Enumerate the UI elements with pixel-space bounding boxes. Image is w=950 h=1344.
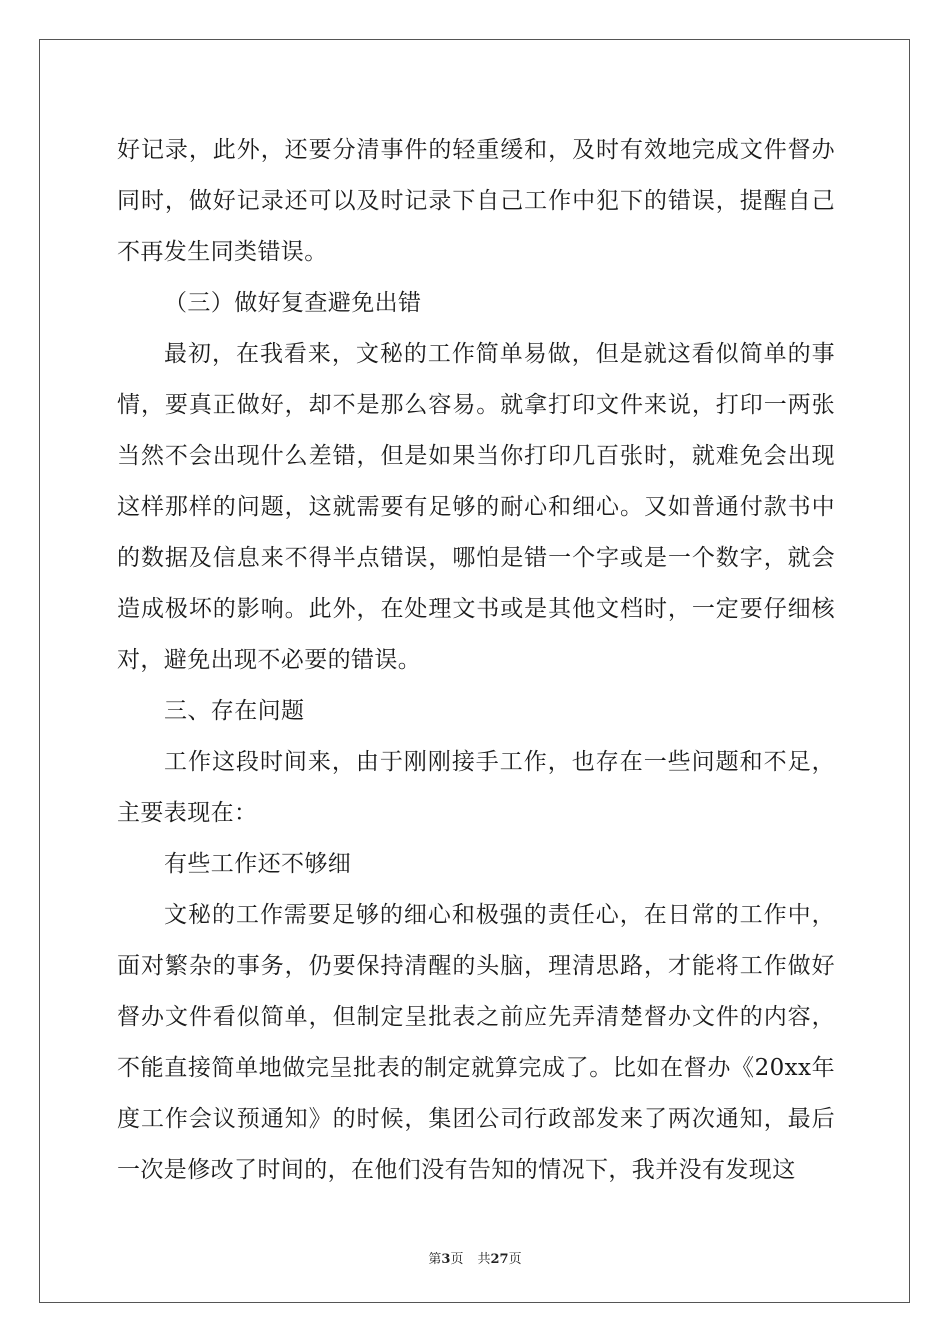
document-body xyxy=(117,125,835,1196)
total-pages: 27 xyxy=(490,1252,509,1267)
page-number: 3 xyxy=(441,1252,451,1267)
paragraph-1: 好记录，此外，还要分清事件的轻重缓和，及时有效地完成文件督办同时，做好记录还可以及时记录下自己工作中犯下的错误，提醒自己不再发生同类错误。 xyxy=(117,137,835,265)
paragraph-not-detailed-body: 文秘的工作需要足够的细心和极强的责任心，在日常的工作中，面对繁杂的事务，仍要保持清醒的头脑，理清思路，才能将工作做好督办文件看似简单，但制定呈批表之前应先弄清楚督办文件的内容，不能直接简单地做完呈批表的制定就算完成了。比如在督办《20xx年度工作会议预通知》的时候，集团公司行政部发来了两次通知，最后一次是修改了时间的，在他们没有告知的情况下，我并没有发现这 xyxy=(117,902,835,1183)
page-prefix: 第 xyxy=(428,1252,442,1267)
subheading-not-detailed: 有些工作还不够细 xyxy=(164,851,352,877)
page-suffix: 页 xyxy=(450,1252,464,1267)
section-heading-problems: 三、存在问题 xyxy=(164,698,305,724)
total-suffix: 页 xyxy=(508,1252,522,1267)
page-footer xyxy=(0,1248,950,1267)
paragraph-review-body: 最初，在我看来，文秘的工作简单易做，但是就这看似简单的事情，要真正做好，却不是那么容易。就拿打印文件来说，打印一两张当然不会出现什么差错，但是如果当你打印几百张时，就难免会出现这样那样的问题，这就需要有足够的耐心和细心。又如普通付款书中的数据及信息来不得半点错误，哪怕是错一个字或是一个数字，就会造成极坏的影响。此外，在处理文书或是其他文档时，一定要仔细核对，避免出现不必要的错误。 xyxy=(117,341,835,673)
paragraph-problems-intro: 工作这段时间来，由于刚刚接手工作，也存在一些问题和不足，主要表现在： xyxy=(117,749,835,826)
section-heading-review: （三）做好复查避免出错 xyxy=(164,290,422,316)
total-prefix: 共 xyxy=(477,1252,491,1267)
